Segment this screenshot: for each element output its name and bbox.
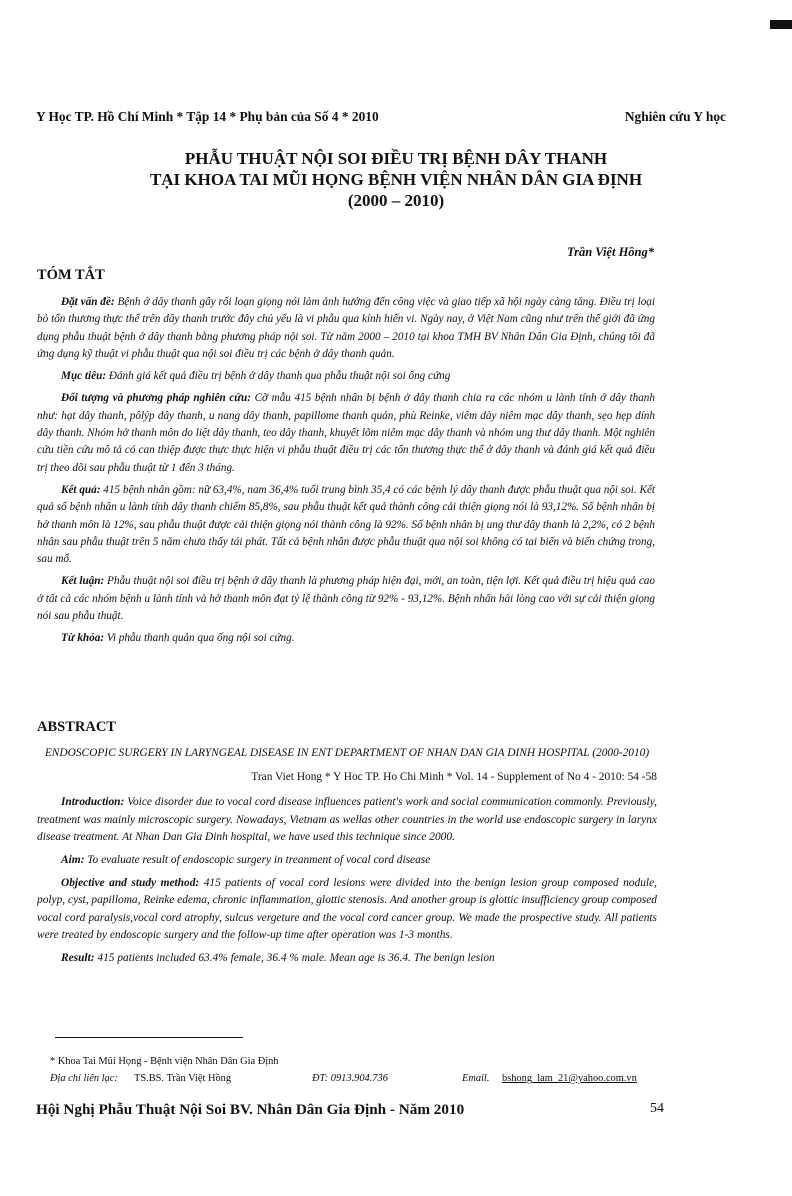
paragraph-muc-tieu [37,368,655,385]
text-muc-tieu: Đánh giá kết quả điều trị bệnh ở dây thanh qua phẫu thuật nội soi ống cứng [106,370,451,383]
page-footer [36,1101,664,1119]
paragraph-aim [37,852,657,870]
text-ket-qua: 415 bệnh nhân gồm: nữ 63,4%, nam 36,4% tuổi trung bình 35,4 có các bệnh lý dây thanh được phẫu thuật qua nội soi. Kết quả số bệnh nhân u lành tính dây thanh chiếm 85,8%, sau phẫu thuật kết quả thành công cải thiện giọng nói là 93,12%. Số bệnh nhân bị hở thanh môn là 12%, sau phẫu thuật được cải thiện giọng nói thành công là 92%. Số bệnh nhân bị ung thư dây thanh là 2,2%, có 2 bệnh nhân sau phẫu thuật trên 5 năm chưa thấy tái phát. Tất cả bệnh nhân được phẫu thuật qua nội soi không có tai biến và biến chứng trong, sau mổ. [37,483,656,566]
text-objective: 415 patients of vocal cord lesions were divided into the benign lesion group composed nodule, polyp, cyst, papilloma, Reinke edema, chronic inflammation, glottic stenosis. And another group is glottic insufficiency group composed vocal cord paralysis,vocal cord atrophy, sulcus vergeture and the vocal cord cancer group. We made the prospective study. All patients were treated by endoscopic surgery and the follow-up time after operation was 1-3 months. [37,876,657,942]
journal-name: Y Học TP. Hồ Chí Minh * Tập 14 * Phụ bản của Số 4 * 2010 [36,109,379,124]
english-title: ENDOSCOPIC SURGERY IN LARYNGEAL DISEASE IN ENT DEPARTMENT OF NHAN DAN GIA DINH HOSPITAL (2000-2010) [44,747,650,759]
running-header [36,109,726,129]
paragraph-objective [37,875,657,945]
text-doi-tuong: Cỡ mẫu 415 bệnh nhân bị bệnh ở dây thanh chia ra các nhóm u lành tính ở dây thanh như: hạt dây thanh, pôlýp dây thanh, u nang dây thanh, papillome thanh quản, phù Reinke, viêm dày niêm mạc dây thanh, sẹo hẹp dính dây thanh. Nhóm hở thanh môn do liệt dây thanh, teo dây thanh, khuyết lõm niêm mạc dây thanh và nhóm ung thư dây thanh. Một nghiên cứu tiền cứu mô tả có can thiệp được thực thực hiện vi phẫu thuật điều trị các tổn thương thực thể ở dây thanh và đánh giá kết quả điều trị theo dõi sau phẫu thuật từ 1 đến 3 tháng. [37,392,655,474]
label-dat-van-de: Đặt vấn đề: [61,296,115,308]
label-aim: Aim: [61,853,85,866]
label-result: Result: [61,951,95,964]
label-introduction: Introduction: [61,796,125,809]
vietnamese-abstract [37,294,655,653]
english-abstract [37,745,657,973]
title-line-3: (2000 – 2010) [347,191,445,210]
text-dat-van-de: Bệnh ở dây thanh gây rối loạn giọng nói làm ảnh hưởng đến công việc và giao tiếp xã hội ngày càng tăng. Điều trị loại bỏ tổn thương thực thể trên dây thanh trước đây chủ yếu là vi phẫu qua kính hiển vi. Ngày nay, ở Việt Nam cũng như trên thế giới đã ứng dụng phẫu thuật bệnh ở dây thanh bằng phương pháp nội soi. Từ năm 2000 – 2010 tại khoa TMH BV Nhân Dân Gia Định, chúng tôi đã ứng dụng kỹ thuật vi phẫu thuật qua nội soi điều trị các bệnh ở dây thanh quản. [37,296,655,360]
label-objective: Objective and study method: [61,876,200,889]
text-result: 415 patients included 63.4% female, 36.4 % male. Mean age is 36.4. The benign lesion [94,951,495,964]
label-ket-qua: Kết quả: [61,483,101,496]
english-abstract-heading: ABSTRACT [37,719,116,735]
label-ket-luan: Kết luận: [61,575,105,588]
footnotes [50,1053,710,1087]
contact-label: Địa chỉ liên lạc: [50,1073,118,1084]
label-tu-khoa: Từ khóa: [61,632,105,645]
title-line-2: TẠI KHOA TAI MŨI HỌNG BỆNH VIỆN NHÂN DÂN GIA ĐỊNH [149,170,643,189]
footnote-affiliation: * Khoa Tai Mũi Họng - Bệnh viện Nhân Dân Gia Định [50,1056,279,1067]
text-introduction: Voice disorder due to vocal cord disease influences patient's work and social communication commonly. Previously, treatment was mainly microscopic surgery. Nowadays, Vietnam as wellas other countries in the world use endoscopic surgery in larynx disease treatment. At Nhan Dan Gia Dinh hospital, we have used this technique since 2000. [37,796,657,844]
text-aim: To evaluate result of endoscopic surgery in treanment of vocal cord disease [84,853,431,866]
article-title [40,148,752,211]
citation: Tran Viet Hong * Y Hoc TP. Ho Chi Minh * Vol. 14 - Supplement of No 4 - 2010: 54 -58 [251,770,657,783]
scan-edge-mark [770,20,792,29]
label-doi-tuong: Đối tượng và phương pháp nghiên cứu: [61,392,251,405]
paragraph-ket-luan [37,573,655,625]
email-label: Email. [462,1073,490,1084]
footnote-divider [55,1037,243,1038]
paragraph-dat-van-de [37,294,655,363]
paragraph-doi-tuong [37,390,655,476]
contact-name: TS.BS. Trần Việt Hồng [134,1073,232,1084]
title-line-1: PHẪU THUẬT NỘI SOI ĐIỀU TRỊ BỆNH DÂY THANH [184,149,608,168]
page-number: 54 [650,1101,664,1116]
conference-name: Hội Nghị Phẫu Thuật Nội Soi BV. Nhân Dân Gia Định - Năm 2010 [36,1101,465,1118]
contact-email[interactable]: bshong_lam_21@yahoo.com.vn [502,1073,637,1084]
text-ket-luan: Phẫu thuật nội soi điều trị bệnh ở dây thanh là phương pháp hiện đại, mới, an toàn, tiện lợi. Kết quả điều trị hiệu quả cao ở tất cả các nhóm bệnh u lành tính và hở thanh môn đạt tỷ lệ thành công từ 92% - 93,12%. Bệnh nhân hài lòng cao với sự cải thiện giọng nói sau phẫu thuật. [37,575,655,623]
text-tu-khoa: Vi phẫu thanh quản qua ống nội soi cứng. [104,632,295,645]
section-name: Nghiên cứu Y học [624,109,726,124]
author-name: Trần Việt Hồng* [566,245,654,259]
paragraph-introduction [37,794,657,847]
label-muc-tieu: Mục tiêu: [61,370,107,383]
paragraph-result [37,950,657,968]
footnote-contact [50,1070,710,1087]
vietnamese-abstract-heading: TÓM TẮT [37,267,105,283]
paragraph-ket-qua [37,482,655,568]
paragraph-tu-khoa [37,630,655,647]
contact-phone: ĐT: 0913.904.736 [312,1073,388,1084]
